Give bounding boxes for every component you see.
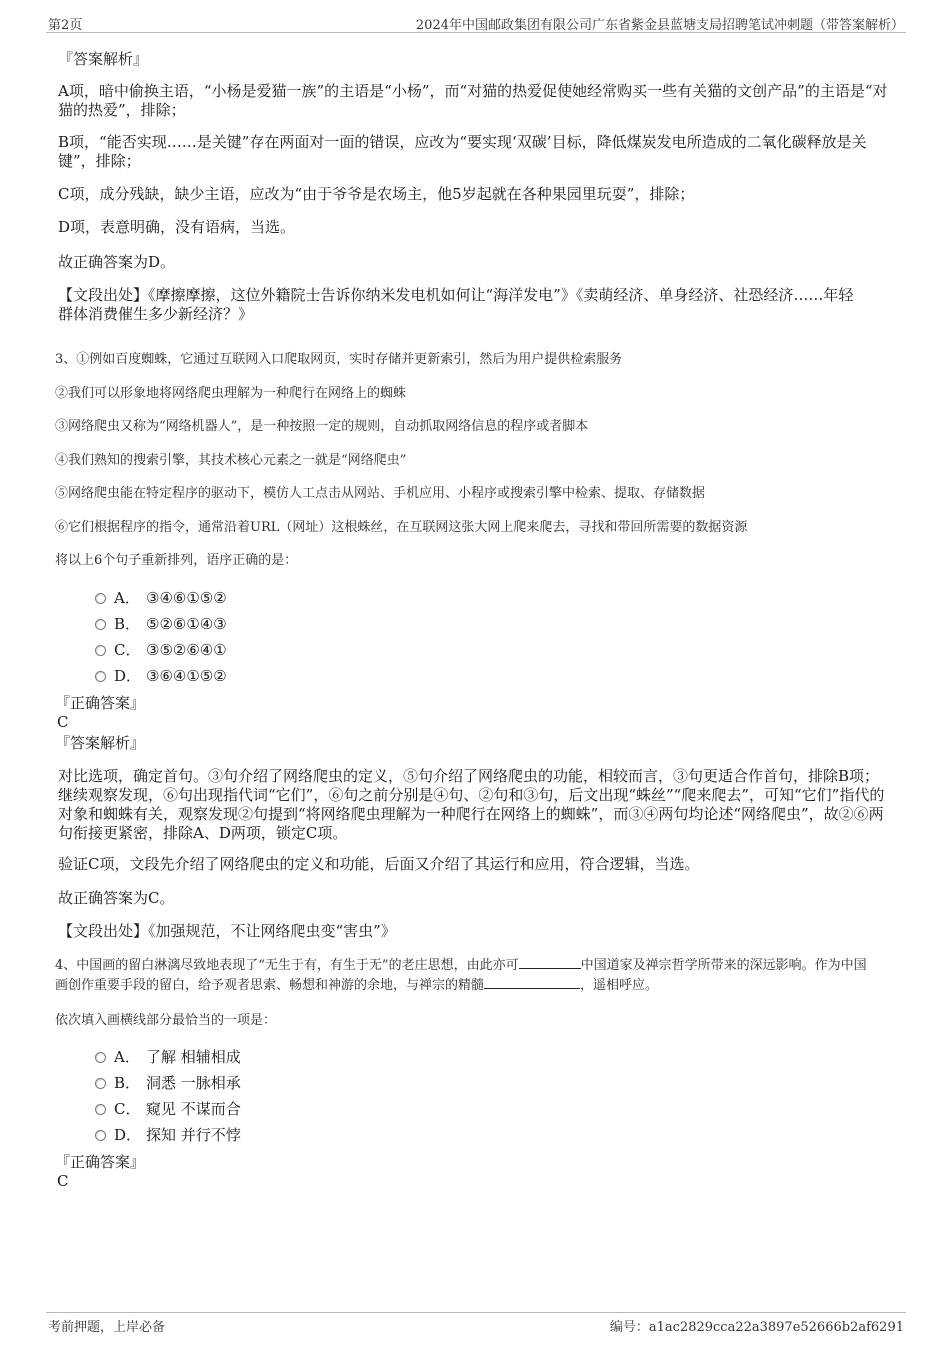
q3-sentence-4: ④我们熟知的搜索引擎，其技术核心元素之一就是“网络爬虫”: [55, 453, 407, 468]
q4-option-c[interactable]: C． 窥见 不谋而合: [95, 1100, 241, 1118]
page-header: [46, 12, 906, 33]
analysis-item-d: D项，表意明确，没有语病，当选。: [58, 218, 296, 236]
answer-conclusion: 故正确答案为D。: [58, 253, 176, 271]
analysis-item-a: A项，暗中偷换主语，“小杨是爱猫一族”的主语是“小杨”，而“对猫的热爱促使她经常购买一些有关猫的文创产品”的主语是“对 猫的热爱”，排除；: [58, 82, 888, 119]
q3-answer: C: [57, 713, 69, 731]
footer-doc-id: 编号：a1ac2829cca22a3897e52666b2af6291: [609, 1320, 904, 1335]
page-footer: [46, 1312, 906, 1335]
q3-analysis-label: 『答案解析』: [55, 734, 146, 752]
q3-sentence-2: ②我们可以形象地将网络爬虫理解为一种爬行在网络上的蜘蛛: [55, 386, 407, 401]
blank-2: [484, 988, 580, 989]
q4-option-a[interactable]: A． 了解 相辅相成: [95, 1048, 241, 1066]
q3-option-d[interactable]: D． ③⑥④①⑤②: [95, 667, 227, 685]
q3-sentence-1: 3、①例如百度蜘蛛，它通过互联网入口爬取网页，实时存储并更新索引，然后为用户提供检索服务: [55, 352, 623, 367]
q3-option-a[interactable]: A． ③④⑥①⑤②: [95, 589, 227, 607]
q4-stem-line2: 画创作重要手段的留白，给予观者思索、畅想和神游的余地，与禅宗的精髓 ，遥相呼应。: [55, 978, 659, 993]
q3-sentence-5: ⑤网络爬虫能在特定程序的驱动下，模仿人工点击从网站、手机应用、小程序或搜索引擎中检索、提取、存储数据: [55, 486, 706, 501]
q3-prompt: 将以上6个句子重新排列，语序正确的是：: [55, 553, 298, 568]
footer-slogan: 考前押题，上岸必备: [48, 1320, 166, 1335]
q4-answer-label: 『正确答案』: [55, 1153, 146, 1171]
q3-option-b[interactable]: B． ⑤②⑥①④③: [95, 615, 227, 633]
q4-stem-line1: 4、中国画的留白淋漓尽致地表现了“无生于有，有生于无”的老庄思想，由此亦可 中国道家及禅宗哲学所带来的深远影响。作为中国: [55, 958, 867, 973]
q4-option-b[interactable]: B． 洞悉 一脉相承: [95, 1074, 241, 1092]
q3-sentence-6: ⑥它们根据程序的指令，通常沿着URL（网址）这根蛛丝，在互联网这张大网上爬来爬去，寻找和带回所需要的数据资源: [55, 520, 748, 535]
analysis-item-c: C项，成分残缺，缺少主语，应改为“由于爷爷是农场主，他5岁起就在各种果园里玩耍”，排除；: [58, 185, 695, 203]
radio-icon[interactable]: [95, 593, 106, 604]
radio-icon[interactable]: [95, 1078, 106, 1089]
q3-source: 【文段出处】《加强规范，不让网络爬虫变“害虫”》: [58, 922, 396, 940]
q4-prompt: 依次填入画横线部分最恰当的一项是：: [55, 1013, 277, 1028]
q3-sentence-3: ③网络爬虫又称为“网络机器人”，是一种按照一定的规则，自动抓取网络信息的程序或者脚本: [55, 419, 589, 434]
q3-conclusion: 故正确答案为C。: [58, 889, 175, 907]
radio-icon[interactable]: [95, 619, 106, 630]
q4-option-d[interactable]: D． 探知 并行不悖: [95, 1126, 241, 1144]
page-number: 第2页: [48, 18, 83, 33]
q4-answer: C: [57, 1172, 69, 1190]
radio-icon[interactable]: [95, 1104, 106, 1115]
blank-1: [519, 968, 581, 969]
source-citation: 【文段出处】《摩擦摩擦，这位外籍院士告诉你纳米发电机如何让“海洋发电”》《卖萌经济、单身经济、社恐经济……年轻 群体消费催生多少新经济？》: [58, 286, 854, 323]
analysis-label: 『答案解析』: [58, 50, 149, 68]
document-title: 2024年中国邮政集团有限公司广东省紫金县蓝塘支局招聘笔试冲刺题（带答案解析）: [415, 18, 904, 33]
q3-answer-label: 『正确答案』: [55, 694, 146, 712]
q3-verify: 验证C项，文段先介绍了网络爬虫的定义和功能，后面又介绍了其运行和应用，符合逻辑，当选。: [58, 855, 700, 873]
radio-icon[interactable]: [95, 1130, 106, 1141]
q3-analysis: 对比选项，确定首句。③句介绍了网络爬虫的定义，⑤句介绍了网络爬虫的功能，相较而言，③句更适合作首句，排除B项； 继续观察发现，⑥句出现指代词“它们”，⑥句之前分别是④句、②句和③句，后文出现“蛛丝”“爬来爬去”，可知“它们”指代的 对象和蜘蛛有关，观察发现②句提到“将网络爬虫理解为一种爬行在网络上的蜘蛛”，而③④两句均论述“网络爬虫”，故②⑥两 句衔接更紧密，排除A、D两项，锁定C项。: [58, 767, 885, 842]
q3-option-c[interactable]: C． ③⑤②⑥④①: [95, 641, 227, 659]
radio-icon[interactable]: [95, 671, 106, 682]
radio-icon[interactable]: [95, 1052, 106, 1063]
radio-icon[interactable]: [95, 645, 106, 656]
analysis-item-b: B项，“能否实现……是关键”存在两面对一面的错误，应改为“要实现‘双碳’目标，降低煤炭发电所造成的二氧化碳释放是关 键”，排除；: [58, 133, 867, 170]
